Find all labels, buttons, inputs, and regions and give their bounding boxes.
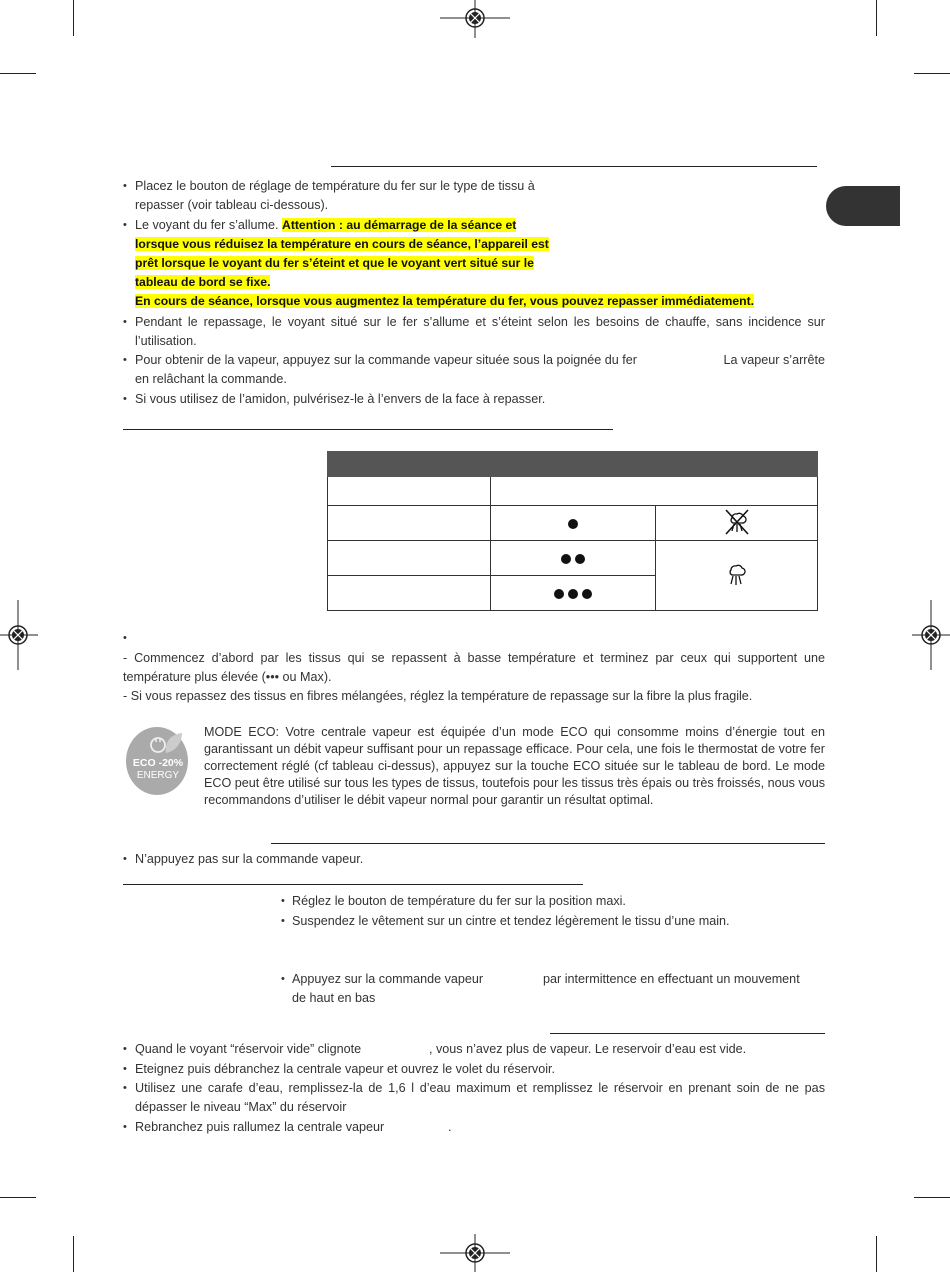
temp-dot bbox=[568, 519, 578, 529]
registration-mark-bottom bbox=[440, 1234, 510, 1272]
warning-text: lorsque vous réduisez la température en cours de séance, l’appareil est bbox=[135, 237, 549, 251]
instruction-empty-tank bbox=[135, 1040, 825, 1059]
text-part: par intermittence en effectuant un mouvement bbox=[543, 972, 800, 986]
text-line: en relâchant la commande. bbox=[135, 372, 287, 386]
instruction-max-temp: Réglez le bouton de température du fer sur la position maxi. bbox=[292, 894, 626, 908]
bullet: • bbox=[281, 973, 285, 985]
table-cell bbox=[328, 477, 491, 506]
instruction-iron-light bbox=[135, 216, 557, 235]
section-rule-dry bbox=[271, 843, 825, 844]
table-header-cell bbox=[328, 452, 818, 477]
table-subheader bbox=[328, 477, 818, 506]
instruction-iron-light-cycle: Pendant le repassage, le voyant situé sur le fer s’allume et s’éteint selon les besoins de chauffe, sans incidence sur l’utilisation. bbox=[135, 315, 825, 348]
temperature-table bbox=[327, 451, 818, 611]
eco-badge-label: ECO -20% bbox=[132, 757, 184, 769]
eco-badge-sublabel: ENERGY bbox=[136, 770, 180, 781]
warning-block bbox=[135, 235, 775, 311]
table-row bbox=[328, 506, 818, 541]
instruction-vertical-steam bbox=[292, 970, 825, 1008]
warning-text: En cours de séance, lorsque vous augmentez la température du fer, vous pouvez repasser immédiatement. bbox=[135, 294, 755, 308]
temperature-dots-cell bbox=[491, 541, 656, 576]
registration-mark-left bbox=[0, 600, 38, 670]
language-tab bbox=[826, 186, 900, 226]
table-header bbox=[328, 452, 818, 477]
text-intro: Le voyant du fer s’allume. bbox=[135, 218, 279, 232]
text-line: Utilisez une carafe d’eau, remplissez-la de 1,6 l d’eau maximum et remplissez le réservoir en prenant soin de ne pas bbox=[135, 1081, 825, 1095]
temperature-dots-cell bbox=[491, 506, 656, 541]
bullet: • bbox=[123, 393, 127, 405]
crop-mark-tl-v bbox=[73, 0, 74, 36]
bullet: • bbox=[123, 1063, 127, 1075]
bullet: • bbox=[123, 853, 127, 865]
table-cell bbox=[491, 477, 818, 506]
text-line: dépasser le niveau “Max” du réservoir bbox=[135, 1100, 347, 1114]
instruction-replug bbox=[135, 1118, 825, 1137]
warning-text: Attention : au démarrage de la séance et bbox=[282, 218, 517, 232]
table-cell bbox=[328, 506, 491, 541]
bullet: • bbox=[123, 316, 127, 328]
instruction-no-steam: N’appuyez pas sur la commande vapeur. bbox=[135, 852, 364, 866]
temp-dot bbox=[554, 589, 564, 599]
section-rule-refill bbox=[550, 1033, 825, 1034]
crop-mark-br-v bbox=[876, 1236, 877, 1272]
bullet: • bbox=[123, 354, 127, 366]
temperature-dots-cell bbox=[491, 576, 656, 611]
crop-mark-tl-h bbox=[0, 73, 36, 74]
instruction-steam bbox=[135, 351, 825, 389]
bullet: • bbox=[281, 895, 285, 907]
tip-low-temperature-first: - Commencez d’abord par les tissus qui se repassent à basse température et terminez par ceux qui supportent une température plus élevée (••• ou Max). bbox=[123, 651, 825, 684]
instruction-set-temperature bbox=[135, 177, 565, 215]
text-part: Rebranchez puis rallumez la centrale vapeur bbox=[135, 1120, 385, 1134]
section-rule-table bbox=[123, 429, 613, 430]
tip-mixed-fibres: - Si vous repassez des tissus en fibres mélangées, réglez la température de repassage sur la fibre la plus fragile. bbox=[123, 689, 753, 703]
text-part: La vapeur s’arrête bbox=[723, 353, 825, 367]
instruction-hang-garment: Suspendez le vêtement sur un cintre et tendez légèrement le tissu d’une main. bbox=[292, 914, 730, 928]
warning-text: tableau de bord se fixe. bbox=[135, 275, 271, 289]
text-line: repasser (voir tableau ci-dessous). bbox=[135, 198, 329, 212]
text-line: Placez le bouton de réglage de température du fer sur le type de tissu à bbox=[135, 179, 535, 193]
crop-mark-tr-h bbox=[914, 73, 950, 74]
bullet: • bbox=[123, 219, 127, 231]
instruction-fill-tank bbox=[135, 1079, 825, 1117]
steam-cell bbox=[656, 506, 818, 541]
temp-dot bbox=[582, 589, 592, 599]
eco-energy-badge bbox=[126, 727, 188, 795]
text-part: Quand le voyant “réservoir vide” clignote bbox=[135, 1042, 362, 1056]
crop-mark-bl-v bbox=[73, 1236, 74, 1272]
text-part: Appuyez sur la commande vapeur bbox=[292, 972, 484, 986]
text-part: Pour obtenir de la vapeur, appuyez sur la commande vapeur située sous la poignée du fer bbox=[135, 353, 637, 367]
registration-mark-right bbox=[912, 600, 950, 670]
eco-mode-description: MODE ECO: Votre centrale vapeur est équipée d’un mode ECO qui consomme moins d’énergie tout en garantissant un débit vapeur suffisant pour un repassage efficace. Pour cela, une fois le thermostat de votre fer correctement réglé (cf tableau ci-dessus), appuyez sur la touche ECO située sur le tableau de bord. Le mode ECO peut être utilisé sur tous les types de tissus, toutefois pour les tissus très épais ou très froissés, nous vous recommandons d’utiliser le débit vapeur normal pour garantir un résultat optimal. bbox=[204, 725, 825, 807]
temp-dot bbox=[568, 589, 578, 599]
no-steam-icon bbox=[724, 508, 750, 536]
instruction-starch: Si vous utilisez de l’amidon, pulvérisez-le à l’envers de la face à repasser. bbox=[135, 392, 546, 406]
table-cell bbox=[328, 541, 491, 576]
registration-mark-top bbox=[440, 0, 510, 38]
bullet: • bbox=[123, 632, 127, 644]
bullet: • bbox=[281, 915, 285, 927]
crop-mark-bl-h bbox=[0, 1197, 36, 1198]
bullet: • bbox=[123, 1043, 127, 1055]
steam-cell bbox=[656, 541, 818, 611]
table-row bbox=[328, 541, 818, 576]
instruction-unplug: Eteignez puis débranchez la centrale vapeur et ouvrez le volet du réservoir. bbox=[135, 1062, 556, 1076]
crop-mark-br-h bbox=[914, 1197, 950, 1198]
bullet: • bbox=[123, 1082, 127, 1094]
bullet: • bbox=[123, 1121, 127, 1133]
warning-text: prêt lorsque le voyant du fer s’éteint et que le voyant vert situé sur le bbox=[135, 256, 534, 270]
temp-dot bbox=[575, 554, 585, 564]
crop-mark-tr-v bbox=[876, 0, 877, 36]
text-part: , vous n’avez plus de vapeur. Le reservoir d’eau est vide. bbox=[429, 1042, 747, 1056]
temp-dot bbox=[561, 554, 571, 564]
steam-icon bbox=[724, 560, 750, 588]
text-part: . bbox=[448, 1120, 452, 1134]
section-rule-ironing bbox=[331, 166, 817, 167]
table-cell bbox=[328, 576, 491, 611]
bullet: • bbox=[123, 180, 127, 192]
text-line: de haut en bas bbox=[292, 991, 376, 1005]
section-rule-vertical bbox=[123, 884, 583, 885]
eco-leaf-plug-icon bbox=[144, 731, 184, 755]
